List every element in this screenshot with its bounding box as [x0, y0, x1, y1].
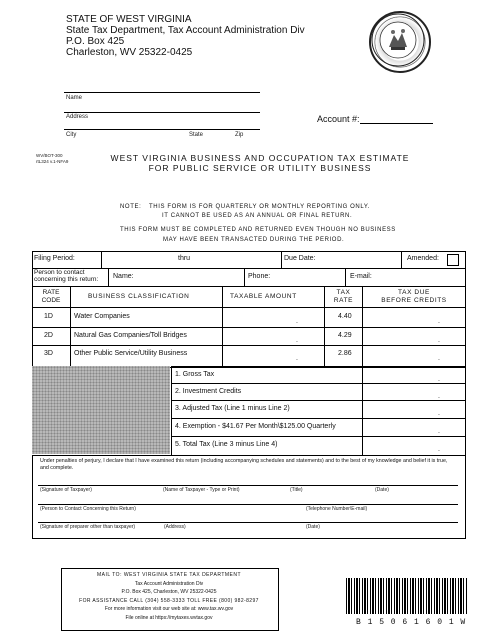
- row-3-classification: Other Public Service/Utility Business: [74, 350, 188, 357]
- sig-date-2-label: (Date): [306, 524, 320, 530]
- amended-checkbox[interactable]: [447, 254, 459, 266]
- mail-line-5: For more information visit our web site at: www.tax.wv.gov: [104, 606, 234, 612]
- summary-line-5: 5. Total Tax (Line 3 minus Line 4): [175, 441, 278, 448]
- form-code: [36, 153, 68, 165]
- row-2-tax-due[interactable]: .: [438, 337, 440, 344]
- tax-due-header-1: TAX DUE: [398, 289, 430, 296]
- header-classification: BUSINESS CLASSIFICATION: [88, 293, 190, 300]
- state-label: State: [189, 132, 204, 138]
- row-1-rate: 4.40: [338, 313, 352, 320]
- row-3-code: 3D: [44, 350, 53, 357]
- account-number-line[interactable]: [360, 123, 433, 124]
- contact-email-label: E-mail:: [350, 273, 372, 280]
- row-3-tax-due[interactable]: .: [438, 355, 440, 362]
- row-1-tax-due[interactable]: .: [438, 318, 440, 325]
- person-contact-label: [34, 269, 98, 283]
- name-line[interactable]: [64, 92, 260, 93]
- rate-code-header-1: RATE: [42, 289, 60, 296]
- account-label: Account #:: [317, 114, 360, 124]
- state-seal-icon: [369, 11, 431, 73]
- form-code-line-2: rtL324 v.1-NFA9: [36, 159, 69, 164]
- summary-line-1: 1. Gross Tax: [175, 371, 215, 378]
- header-line-4: Charleston, WV 25322-0425: [66, 47, 193, 58]
- rate-code-header-2: CODE: [41, 297, 61, 304]
- note-line-4: MAY HAVE BEEN TRANSACTED DURING THE PERIOD.: [163, 237, 345, 243]
- tax-rate-header-1: TAX: [336, 289, 351, 296]
- due-date-label: Due Date:: [284, 255, 316, 262]
- row-1-classification: Water Companies: [74, 313, 130, 320]
- row-3-taxable-amount[interactable]: .: [296, 355, 298, 362]
- header-line-3: P.O. Box 425: [66, 36, 125, 47]
- summary-line-4-amount[interactable]: .: [438, 428, 440, 435]
- header-line-2: State Tax Department, Tax Account Administration Div: [66, 25, 305, 36]
- note-line-3: THIS FORM MUST BE COMPLETED AND RETURNED EVEN THOUGH NO BUSINESS: [120, 227, 396, 233]
- row-2-code: 2D: [44, 332, 53, 339]
- mail-line-2: Tax Account Administration Div: [134, 580, 204, 587]
- sig-person-contact-label: (Person to Contact Concerning this Return): [40, 506, 136, 512]
- perjury-statement: Under penalties of perjury, I declare that I have examined this return (including accompanying schedules and statements) and to the best of my knowledge and belief it is true, and complete.: [40, 458, 448, 471]
- row-2-classification: Natural Gas Companies/Toll Bridges: [74, 332, 187, 339]
- summary-line-2: 2. Investment Credits: [175, 388, 242, 395]
- header-tax-due: [364, 289, 464, 305]
- sig-name-print-label: (Name of Taxpayer - Type or Print): [163, 487, 240, 493]
- sig-taxpayer-label: (Signature of Taxpayer): [40, 487, 92, 493]
- row-2-taxable-amount[interactable]: .: [296, 337, 298, 344]
- city-state-zip-line[interactable]: [64, 129, 260, 130]
- agency-header: [66, 14, 326, 58]
- shaded-area: [32, 366, 170, 454]
- summary-line-4: 4. Exemption - $41.67 Per Month\$125.00 Quarterly: [175, 423, 336, 430]
- sig-preparer-label: (Signature of preparer other than taxpayer): [40, 524, 136, 530]
- person-contact-line-2: concerning this return:: [34, 276, 99, 283]
- city-label: City: [66, 132, 77, 138]
- summary-line-3-amount[interactable]: .: [438, 410, 440, 417]
- header-tax-rate: [326, 289, 361, 305]
- header-line-1: STATE OF WEST VIRGINIA: [66, 14, 192, 25]
- contact-name-label: Name:: [113, 273, 134, 280]
- header-rate-code: [36, 289, 66, 305]
- summary-line-1-amount[interactable]: .: [438, 376, 440, 383]
- row-2-rate: 4.29: [338, 332, 352, 339]
- row-1-taxable-amount[interactable]: .: [296, 318, 298, 325]
- mail-to-text: [61, 571, 277, 622]
- title-line-1: WEST VIRGINIA BUSINESS AND OCCUPATION TAX ESTIMATE: [110, 153, 410, 163]
- summary-line-2-amount[interactable]: .: [438, 393, 440, 400]
- header-taxable-amount: TAXABLE AMOUNT: [230, 293, 297, 300]
- mail-line-4: FOR ASSISTANCE CALL (304) 558-3333 TOLL FREE (800) 982-8297: [79, 597, 259, 604]
- mail-line-6: File online at https://mytaxes.wvtax.gov: [125, 614, 213, 621]
- summary-line-3: 3. Adjusted Tax (Line 1 minus Line 2): [175, 405, 290, 412]
- name-label: Name: [66, 95, 83, 101]
- barcode-icon: [346, 578, 467, 614]
- note-label: NOTE:: [120, 204, 142, 210]
- sig-address-label: (Address): [164, 524, 186, 530]
- tax-rate-header-2: RATE: [333, 297, 354, 304]
- contact-phone-label: Phone:: [248, 273, 271, 280]
- filing-period-label: Filing Period:: [34, 255, 75, 262]
- summary-line-5-amount[interactable]: .: [438, 446, 440, 453]
- person-contact-line-1: Person to contact: [34, 269, 85, 276]
- barcode-text: B 1 5 0 6 1 6 0 1 W: [356, 618, 467, 627]
- thru-label: thru: [178, 255, 191, 262]
- sig-date-label: (Date): [375, 487, 389, 493]
- note-line-1: THIS FORM IS FOR QUARTERLY OR MONTHLY REPORTING ONLY.: [149, 204, 370, 210]
- address-line[interactable]: [64, 112, 260, 113]
- mail-line-3: P.O. Box 425, Charleston, WV 25322-0425: [121, 589, 217, 595]
- tax-due-header-2: BEFORE CREDITS: [381, 297, 447, 304]
- amended-label: Amended:: [407, 255, 439, 262]
- form-title: [90, 153, 430, 173]
- row-3-rate: 2.86: [338, 350, 352, 357]
- zip-label: Zip: [235, 132, 244, 138]
- sig-telephone-label: (Telephone Number\E-mail): [306, 506, 368, 512]
- sig-title-label: (Title): [290, 487, 303, 493]
- row-1-code: 1D: [44, 313, 53, 320]
- mail-line-1: MAIL TO: WEST VIRGINIA STATE TAX DEPARTMENT: [96, 572, 242, 578]
- note-line-2: IT CANNOT BE USED AS AN ANNUAL OR FINAL RETURN.: [162, 213, 353, 219]
- form-code-line-1: WV/BOT-300: [36, 153, 63, 158]
- address-label: Address: [66, 114, 89, 120]
- title-line-2: FOR PUBLIC SERVICE OR UTILITY BUSINESS: [148, 163, 372, 173]
